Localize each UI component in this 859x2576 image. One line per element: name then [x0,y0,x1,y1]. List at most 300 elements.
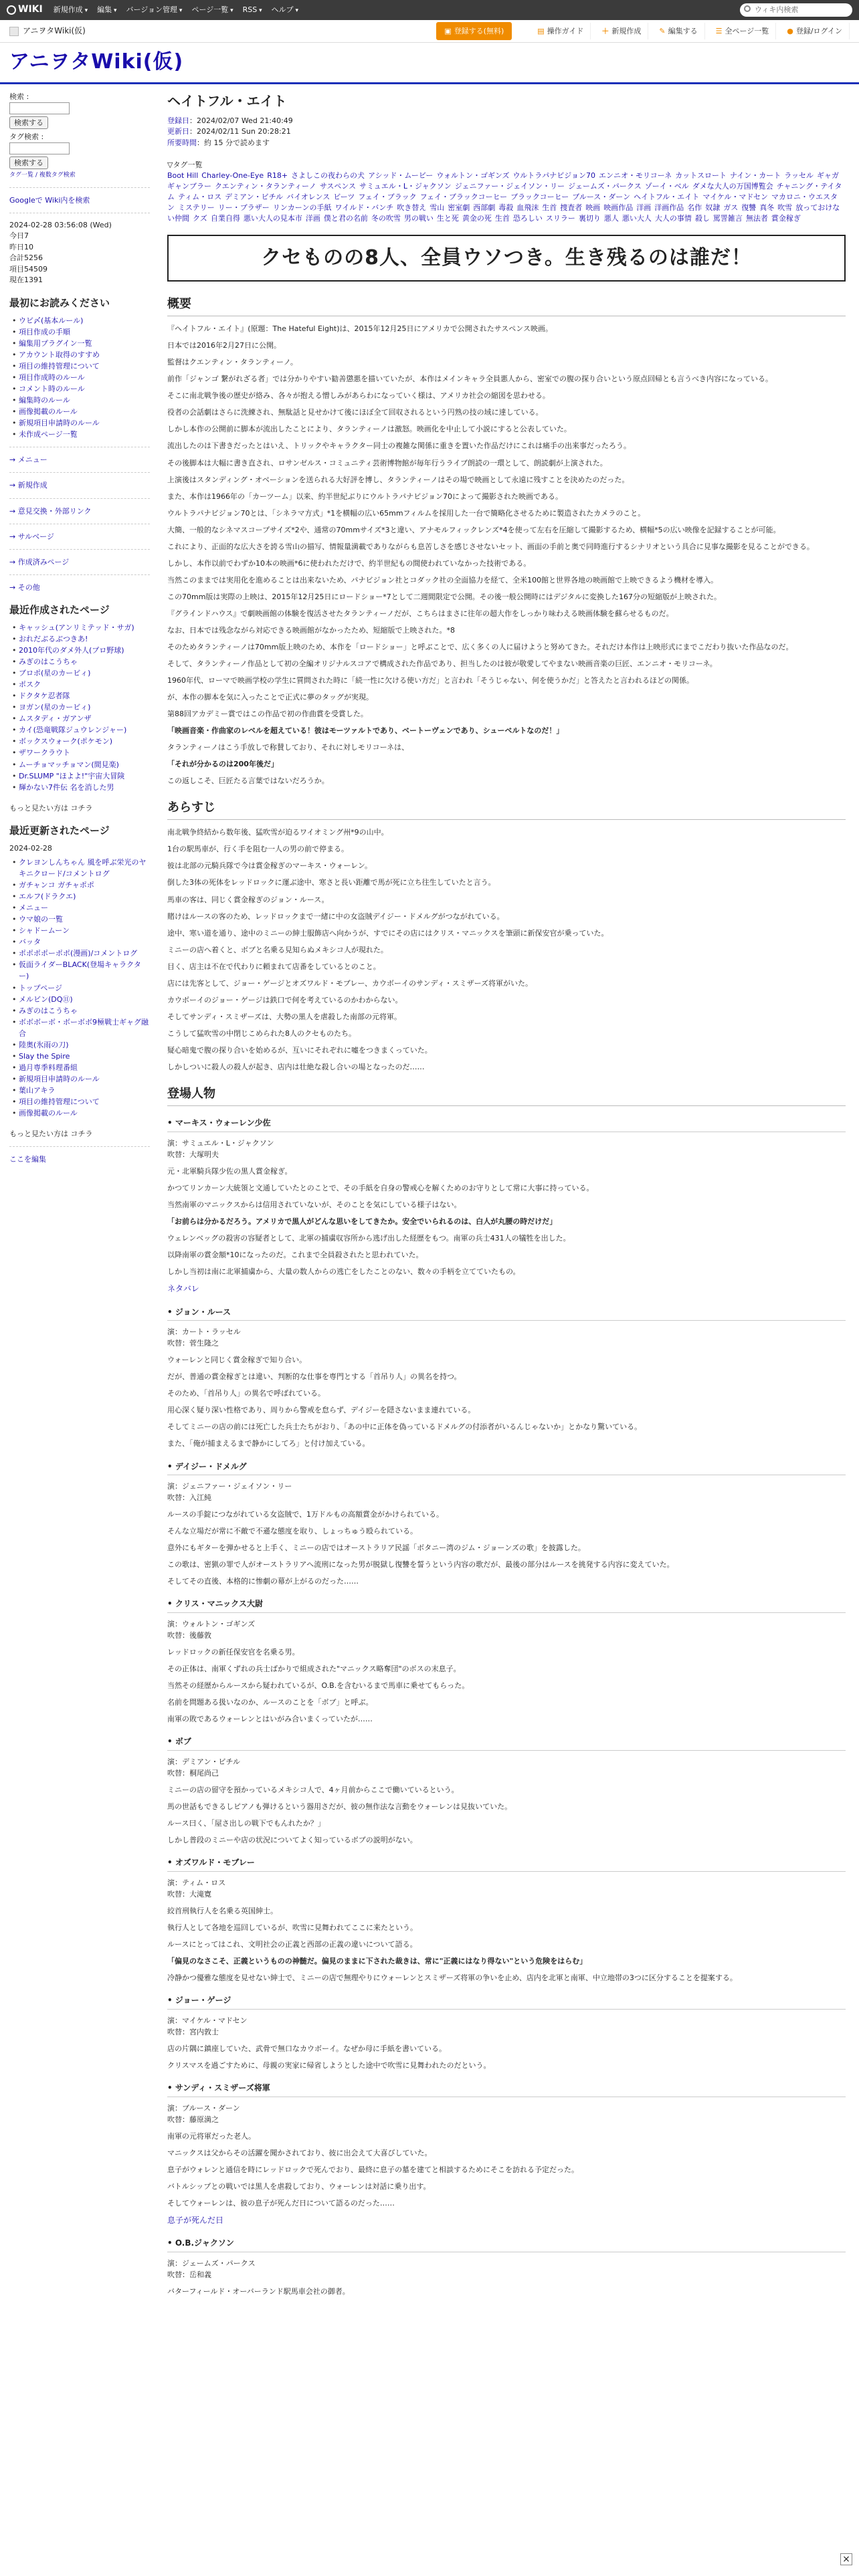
paragraph: そして、タランティーノ作品として初の全編オリジナルスコアで構成された作品であり、担当したのは彼が敬愛してやまない映画音楽の巨匠、エンニオ・モリコーネ。 [167,659,717,669]
sidebar-tag-search-button[interactable]: 検索する [9,156,48,169]
paragraph: 当然このままでは実用化を進めることは出来ないため、パナビジョン社とコダック社の全面協力を経て、全米100館と世界各地の映画館で上映できるよう機材を導入。 [167,575,719,584]
paragraph: 1960年代、ローマで映画学校の学生に質問された時に「続一性に欠ける使い方だ」と言われ「そうじゃない、何を使うかだ」と答えたと言われるほどの関係。 [167,676,694,685]
paragraph: 馬車の客は、同じく賞金稼ぎのジョン・ルース。 [167,895,329,904]
more-created-link[interactable]: もっと見たい方は コチラ [9,803,93,813]
tag-link[interactable]: バイオレンス [286,192,330,201]
paragraph: 馬の世話もできるしピアノも弾けるという器用さだが、彼の無作法な言動をウォーレンは見抜いていた。 [167,1802,512,1812]
close-icon[interactable]: × [840,2553,852,2565]
tag-link[interactable]: エンニオ・モリコーネ [599,171,672,181]
tag-link[interactable]: 西部劇 [473,203,496,212]
paragraph: ウォーレンと同じく賞金稼ぎで知り合い。 [167,1356,307,1365]
sidebar-new-link[interactable]: 新規作成 [17,481,47,490]
list-item: • 項目の維持管理について [19,360,150,372]
guide-button[interactable]: ▤ 操作ガイド [531,23,591,39]
tag-link[interactable]: ワイルド・バンチ [335,203,394,212]
paragraph: そのため、「首吊り人」の異名で呼ばれている。 [167,1389,326,1398]
register-button[interactable]: ▣ 登録する(無料) [436,22,512,40]
character-name: • ジョー・ゲージ [167,1994,846,2010]
tag-link[interactable]: ミステリー [178,203,215,212]
paragraph: 上演後はスタンディング・オベーションを送られる大好評を博し、タランティーノはその場で映画として永遠に残すことを決めたのだった。 [167,475,630,484]
top-menu [54,4,298,16]
character-name: • ジョン・ルース [167,1306,846,1321]
tag-link[interactable]: フェイ・ブラックコーヒー [419,192,508,201]
tag-link[interactable]: リー・ブラザー [217,203,270,212]
wiki-name[interactable]: アニヲタWiki(仮) [9,25,86,37]
menu-new[interactable]: 新規作成 ▾ [54,4,88,16]
tag-link[interactable]: ビーツ [333,192,355,201]
list-item: • バッタ [19,936,150,948]
logo-icon [7,5,16,15]
tag-link[interactable]: ヘイトフル・エイト [634,192,700,201]
paragraph: 「映画音楽・作曲家のレベルを超えている！彼はモーツァルトであり、ベートーヴェンであり、シューベルトなのだ！」 [167,726,564,736]
paragraph: 途中、寒い道を通り、途中のミニーの紳士服飾店へ向かうが、すでにその店にはクリス・マニックスを筆頭に新保安官が乗っていた。 [167,928,609,938]
tag-link[interactable]: ウォルトン・ゴギンズ [436,171,510,181]
tag-link[interactable]: クズ [193,213,207,223]
character-entry [167,1994,846,2071]
pencil-icon: ✎ [659,26,666,35]
list-item: • ヨガン(星のカービィ) [19,702,150,713]
tag-link[interactable]: 吹き替え [397,203,427,212]
list-item: • 2010年代のダメ外人(プロ野球) [19,645,150,656]
character-name: • O.B.ジャクソン [167,2237,846,2252]
character-cast: 演：マイケル・マドセン 吹替：宮内敦士 [167,2016,248,2036]
list-item: • 画像掲載のルール [19,1107,150,1119]
sidebar-tag-input[interactable] [9,142,70,154]
tag-link[interactable]: 男の戦い [403,213,434,223]
tag-link[interactable]: 賞金稼ぎ [771,213,801,223]
paragraph: 第88回アカデミー賞ではこの作品で初の作曲賞を受賞した。 [167,710,368,719]
list-item: • メルビン(DQ⑪) [19,994,150,1005]
list-item: • コメント時のルール [19,383,150,395]
google-search-link[interactable]: Googleで Wiki内を検索 [9,195,90,205]
tag-link[interactable]: 吹雪 [777,203,793,212]
sidebar-opinion-link[interactable]: 意見交換・外部リンク [17,506,92,516]
tag-link[interactable]: 生首 [494,213,510,223]
paragraph: 冷静かつ優雅な態度を見せない紳士で、ミニーの店で無理やりにウォーレンとスミザーズ将軍の争いを止め、店内を北軍と南軍、中立地帯の3つに区分することを提案する。 [167,1973,737,1983]
registered-date: ：2024/02/07 Wed 21:40:49 [189,116,293,125]
list-item: • ザワークラウト [19,747,150,758]
tag-link[interactable]: フェイ・ブラック [358,192,417,201]
paragraph: そしてサンディ・スミザーズは、大勢の黒人を虐殺した南部の元将軍。 [167,1012,402,1021]
read-time: ：約 15 分で読めます [197,138,270,147]
character-entry [167,1306,846,1450]
paragraph: そこに南北戦争後の歴史が絡み、各々が抱える憎しみがあらわになっていく様は、アメリカ社会の縮図を思わせる。 [167,391,550,401]
edit-button[interactable]: ✎ 編集する [652,23,704,39]
list-item: • ブロポ(星のカービィ) [19,667,150,679]
character-cast: 演：ジェームズ・パークス 吹替：岳和義 [167,2259,256,2280]
character-name: • オズワルド・モブレー [167,1856,846,1872]
paragraph: しかし、本作以前でわずか10本の映画*6に使われただけで、約半世紀もの間使われていなかった技術である。 [167,558,531,568]
tag-link[interactable]: 血飛沫 [516,203,539,212]
character-entry [167,1856,846,1983]
guide-icon: ▤ [537,26,545,35]
paragraph: 意外にもギターを弾かせると上手く、ミニーの店ではオーストラリア民謡「ボタニー湾のジム・ジョーンズの歌」を披露した。 [167,1543,585,1553]
list-item: • みぎのはこうちゃ [19,656,150,667]
paragraph: しかし本作の公開前に脚本が流出したことにより、タランティーノは激怒。映画化を中止して小説にすると公表していた。 [167,425,571,434]
tag-link[interactable]: 生首 [542,203,557,212]
tag-link[interactable]: ダメな大人の万国博覧会 [692,181,773,191]
tag-link[interactable]: 捜査者 [560,203,583,212]
paragraph: その後脚本は大幅に書き直され、ロサンゼルス・コミュニティ芸術博物館が毎年行うライブ朗読の一環として、朗読劇が上演された。 [167,458,607,467]
tag-link[interactable]: 悪い大人の見本市 [243,213,302,223]
paragraph: マニックスは父からその活躍を聞かされており、彼に出会えて大喜びしていた。 [167,2148,432,2157]
tag-link[interactable]: ギャンブラー [167,181,211,191]
tag-link[interactable]: 自業自得 [210,213,240,223]
section-story-heading: あらすじ [167,798,846,820]
menu-version[interactable]: バージョン管理 ▾ [126,4,183,16]
list-item: • クレヨンしんちゃん 風を呼ぶ栄光のヤキニクロード/コメントログ [19,857,150,879]
character-entry [167,1735,846,1846]
paragraph: 疑心暗鬼で腹の探り合いを始めるが、互いにそれぞれに嘘をつきまくっていた。 [167,1045,432,1055]
tag-link[interactable]: さよしこの夜わらの犬 [291,171,365,181]
paragraph: 「お前らは分かるだろう。アメリカで黒人がどんな思いをしてきたか。安全でいられるのは、白人が丸腰の時だけだ」 [167,1216,557,1226]
tag-link[interactable]: ブラックコーヒー [510,192,569,201]
tag-link[interactable]: 無法者 [745,213,768,223]
paragraph: この返しこそ、巨匠たる言葉ではないだろうか。 [167,776,329,786]
tag-link[interactable]: 恐ろしい [512,213,543,223]
list-item: • ウビ〆(基本ルール) [19,315,150,326]
tag-link[interactable]: ティム・ロス [178,192,222,201]
sidebar-search-button[interactable]: 検索する [9,116,48,129]
tag-link[interactable]: 密室劇 [448,203,470,212]
tag-link[interactable]: チャニング・テイタム [167,181,842,201]
paragraph: これにより、正面的な広大さを誇る雪山の描写、情報量満載でありながらも息苦しさを感じさせないセット、画面の手前と奥で同時進行するシナリオという具合に見事な撮影を見ることができる。 [167,542,814,551]
list-item: • 仮面ライダーBLACK(登場キャラクター) [19,959,150,982]
tag-link[interactable]: 毒殺 [498,203,514,212]
paragraph: ルースにとってはこれ、文明社会の正義と西部の正義の違いについて語る。 [167,1940,417,1949]
paragraph: バターフィールド・オーバーランド駅馬車会社の御者。 [167,2287,350,2296]
character-cast: 演：ジェニファー・ジェイソン・リー 吹替：入江純 [167,1482,292,1503]
list-item: • Dr.SLUMP "ほよよ!"宇宙大冒険 [19,770,150,782]
tag-link[interactable]: ジェームズ・パークス [568,181,642,191]
tag-link[interactable]: ウルトラパナビジョン70 [512,171,595,181]
current-datetime: 2024-02-28 03:56:08 (Wed) [9,220,112,229]
tag-link[interactable]: 洋画作品 [654,203,684,212]
paragraph: タランティーノはこう手放しで称賛しており、それに対しモリコーネは、 [167,743,409,752]
tag-list [167,171,846,224]
character-entry [167,1598,846,1725]
tag-link[interactable]: ジェニファー・ジェイソン・リー [454,181,565,191]
list-item: • ムスタディ・ガアンザ [19,713,150,724]
list-item: • 葉山アキラ [19,1085,150,1096]
list-item: • 項目の維持管理について [19,1096,150,1107]
paragraph: だが、普通の賞金稼ぎとは違い、判断的な仕事を専門とする「首吊り人」の異名を持つ。 [167,1372,462,1382]
menu-rss[interactable]: RSS ▾ [243,4,262,16]
list-item: • 新規項目申請時のルール [19,1073,150,1085]
list-item: • エルフ(ドラクエ) [19,891,150,902]
paragraph: そのためタランティーノは70mm版上映のため、本作を「ロードショー」と呼ぶことで、広く多くの人に届けようと努めてきた。それだけ本作は上映形式にまでこだわり抜いた作品なのだ。 [167,643,793,652]
character-name: • デイジー・ドメルグ [167,1461,846,1476]
stat-current: 現在1391 [9,276,43,285]
character-cast: 演：ウォルトン・ゴギンズ 吹替：後藤敦 [167,1620,256,1640]
paragraph: 南軍の元将軍だった老人。 [167,2131,256,2141]
paragraph: 「偏見のなさこそ、正義というものの神髄だ。偏見のままに下された裁きは、常に"正義にはなり得ない"という危険をはらむ」 [167,1957,587,1966]
tag-link[interactable]: 裏切り [578,213,601,223]
list-item: • ポポポポーポポ(漫画)/コメントログ [19,948,150,959]
list-item: • 新規項目申請時のルール [19,417,150,429]
all-pages-button[interactable]: ☰ 全ページ一覧 [709,23,777,39]
paragraph: 大簡、一般的なシネマスコープサイズ*2や、通常の70mmサイズ*3と違い、アナモルフィックレンズ*4を使って左右を圧縮して撮影するため、横幅*5の広い映像を記録することが可能。 [167,525,781,534]
tag-link[interactable]: Boot Hill [167,171,199,181]
tag-link[interactable]: リンカーンの手紙 [272,203,332,212]
tag-link[interactable]: 洋画 [305,213,320,223]
sidebar-menu-link[interactable]: メニュー [17,455,47,465]
characters-section [167,1117,846,2297]
tag-link[interactable]: 復讐 [741,203,757,212]
list-item: • 未作成ページ一覧 [19,429,150,440]
paragraph: カウボーイのジョー・ゲージは鉄口で何を考えているのかわからない。 [167,995,403,1004]
list-item: • 輝かない7件伝 名を消した男 [19,782,150,793]
paragraph: そしてウォーレンは、彼の息子が死んだ日について語るのだった…… [167,2198,395,2208]
tag-link[interactable]: ブルース・ダーン [572,192,631,201]
paragraph: が、本作の脚本を気に入ったことで正式に夢のタッグが実現。 [167,693,373,702]
article-meta: 登録日：2024/02/07 Wed 21:40:49 更新日：2024/02/11 Sun 20:28:21 所要時間：約 15 分で読めます [167,116,293,147]
paragraph: そんな立場だが常に不敵で不遜な態度を取り、しょっちゅう殴られている。 [167,1527,417,1536]
paragraph: ミニーの店の留守を預かっているメキシコ人で、4ヶ月前からここで働いているという。 [167,1786,459,1795]
list-item: • みぎのはこうちゃ [19,1005,150,1016]
tag-link[interactable]: サミュエル・L・ジャクソン [359,181,452,191]
tag-link[interactable]: 僕と君の名前 [323,213,368,223]
tag-link[interactable]: ナイン・カート [730,171,781,181]
list-item: • ガチャンコ ガチャポポ [19,879,150,891]
tag-link[interactable]: 黄金の死 [462,213,492,223]
paragraph: ルース曰く、「屋さ出しの戦下でもんれたか？」 [167,1819,325,1828]
tag-link[interactable]: マイケル・マドセン [702,192,768,201]
tag-link[interactable]: クエンティン・タランティーノ [215,181,316,191]
tag-link[interactable]: 真冬 [759,203,775,212]
stat-today: 今日7 [9,231,29,241]
paragraph: クリスマスを過ごすために、母親の実家に帰省しようとした途中で吹雪に見舞われたのだという。 [167,2060,491,2070]
character-cast: 演：カート・ラッセル 吹替：菅生隆之 [167,1327,241,1348]
stats-block [9,220,150,286]
sidebar-search-input[interactable] [9,102,70,114]
tag-link[interactable]: ガス [723,203,739,212]
tag-link[interactable]: ラッセル [784,171,814,181]
list-item: • 陸奥(氷雨の刀) [19,1039,150,1051]
paragraph: 『ヘイトフル・エイト』(原題：The Hateful Eight)は、2015年12月25日にアメリカで公開されたサスペンス映画。 [167,324,553,334]
tag-link[interactable]: ギャガ [817,171,840,181]
list-item: • ドクタケ忍者隊 [19,690,150,702]
tag-link[interactable]: R18+ [267,171,288,181]
top-navigation-bar [0,0,859,20]
list-item: • メニュー [19,902,150,914]
first-read-list [9,315,150,441]
stat-yesterday: 昨日10 [9,242,33,251]
character-entry [167,2082,846,2227]
tag-link[interactable]: 奴隷 [705,203,721,212]
tag-list-heading: ▽タグ一覧 [167,160,203,169]
paragraph: 1台の駅馬車が、行く手を阻む一人の男の前で停まる。 [167,845,349,854]
site-title-bar [0,43,859,84]
paragraph: こうして猛吹雪の中閉じこめられた8人のクセものたち。 [167,1029,356,1038]
paragraph: 店の片隅に鎮座していた、武骨で無口なカウボーイ。なぜか母に手紙を書いている。 [167,2044,447,2053]
paragraph: 絞首刑執行人を名乗る英国紳士。 [167,1906,278,1915]
character-name: • クリス・マニックス大尉 [167,1598,846,1613]
site-title[interactable]: アニヲタWiki(仮) [9,50,184,74]
tag-link[interactable]: 映画 [585,203,601,212]
paragraph: 賭けはルースの客のため、レッドロックまで一緒に中の女盗賊デイジー・ドメルグがつながれている。 [167,911,504,921]
character-cast: 演：ティム・ロス 吹替：大滝寛 [167,1878,226,1899]
character-cast: 演：ブルース・ダーン 吹替：藤原満之 [167,2103,240,2124]
wiki-tools [436,22,850,40]
sidebar-other-link[interactable]: その他 [17,582,40,592]
stat-items: 項目54509 [9,264,47,274]
list-item: • おれだぶるぶつきあ! [19,633,150,645]
overview-section [167,323,846,786]
paragraph: 息子がウォレンと通信を時にレッドロックで死んでおり、最終に息子の墓を建てと相談するためにそこを訪れる予定だった。 [167,2165,579,2174]
paragraph: しかし当初は南に北軍捕虜から、大量の数人からの逃亡をしたことのない、数々の手柄を立てていたもの。 [167,1267,520,1276]
login-button[interactable]: ● 登録/ログイン [780,23,850,39]
list-item: • キャッシュ(アンリミテッド・サガ) [19,622,150,633]
character-entry [167,1461,846,1588]
tag-link[interactable]: 大人の事情 [654,213,692,223]
paragraph: 元・北軍騎兵隊少佐の黒人賞金稼ぎ。 [167,1166,292,1176]
tag-link[interactable]: 雪山 [430,203,445,212]
tag-link[interactable]: サスペンス [319,181,357,191]
menu-pages[interactable]: ページ一覧 ▾ [191,4,233,16]
register-icon: ▣ [444,26,452,35]
story-section [167,827,846,1073]
spoiler-link[interactable]: ネタバレ [167,1283,199,1293]
paragraph: バトルシップとの戦いでは黒人を虐殺しており、ウォーレンは対話に乗り出す。 [167,2181,431,2191]
section-overview-heading: 概要 [167,295,846,316]
paragraph: また、本作は1966年の「カーツーム」以来、約半世紀ぶりにウルトラパナビジョン70によって撮影された映画である。 [167,492,563,501]
paragraph: この70mm版は実際の上映は、2015年12月25日にロードショー*7として二週間限定で公開。その後一般公開時にはデジタルに変換した167分の短縮版が上映された。 [167,592,722,601]
paragraph: ウルトラパナビジョン70とは、「シネラマ方式」*1を横幅の広い65mmフィルムを採用した一台で簡略化させるために製造されたカメラのこと。 [167,508,646,518]
tag-search-label: タグ検索 : [9,132,44,141]
paragraph: かつてリンカーン大統領と文通していたとのことで、その手紙を自身の警戒心を解くためのお守りとして常に大事に持っている。 [167,1183,594,1192]
paragraph: また、「俺が捕まえるまで静かにしてろ」と付け加えている。 [167,1439,370,1448]
paragraph: 以降南軍の賞金額*10になったのだ。これまで全員殺されたと思われていた。 [167,1250,423,1259]
list-item: • ポスク [19,679,150,690]
list-item: • 項目作成時のルール [19,372,150,383]
tag-list-link[interactable]: タグ一覧 / 複数タグ検索 [9,171,76,179]
paragraph: 彼は北部の元騎兵隊で今は賞金稼ぎのマーキス・ウォーレン。 [167,861,372,871]
page-title: ヘイトフル・エイト [167,92,287,109]
character-cast: 演：サミュエル・L・ジャクソン 吹替：大塚明夫 [167,1138,274,1159]
tag-link[interactable]: ゾーイ・ベル [644,181,689,191]
article-main [157,91,846,2309]
paragraph: 用心深く疑り深い性格であり、周りから警戒を怠らず、デイジーを隠さないまま連れている。 [167,1406,476,1415]
paragraph: 「それが分かるのは200年後だ」 [167,760,278,769]
list-item: • 編集用プラグイン一覧 [19,338,150,349]
paragraph: 前作「ジャンゴ 繋がれざる者」では分かりやすい勧善懲悪を描いていたが、本作はメインキャラ全員悪人から、密室での腹の探り合いという原点回帰とも言うべき内容になっている。 [167,374,773,384]
wiki-logo[interactable]: WIKI [7,3,43,17]
recent-created-list [9,622,150,793]
recent-created-heading: 最近作成されたページ [9,603,110,616]
tag-link[interactable]: カットスロート [675,171,727,181]
search-label: 検索 : [9,92,29,101]
menu-help[interactable]: ヘルプ ▾ [272,4,298,16]
character-name: • サンディ・スミザーズ将軍 [167,2082,846,2097]
updated-date: ：2024/02/11 Sun 20:28:21 [189,127,291,136]
tag-link[interactable]: 名作 [687,203,702,212]
character-entry [167,2237,846,2297]
paragraph: 目く、店主は不在で代わりに頼まれて店番をしているとのこと。 [167,962,381,971]
list-icon: ☰ [715,26,723,35]
list-item: • カイ(恐竜戦隊ジュウレンジャー) [19,724,150,736]
character-cast: 演：デミアン・ビチル 吹替：桐尾尚己 [167,1757,241,1778]
tag-link[interactable]: マカロニ・ウエスタン [167,192,838,212]
updated-date: 2024-02-28 [9,843,52,853]
wiki-header [0,20,859,43]
paragraph: ミニーの店へ着くと、ボブと名乗る見知らぬメキシコ人が現れた。 [167,945,388,954]
paragraph: ウェレンベッグの殺害の容疑者として、北軍の捕虜収容所から逃げ出した経歴をもつ。南軍の兵士431人の犠牲を出した。 [167,1233,571,1243]
first-read-heading: 最初にお読みください [9,296,110,309]
tag-link[interactable]: 罵詈雑言 [712,213,743,223]
paragraph: 倒した3体の死体をレッドロックに運ぶ途中、寒さと長い距離で馬が死に立ち往生していたと言う。 [167,878,496,887]
paragraph: そしてミニーの店の前には死亡した兵士たちがおり、「あの中に正体を偽っているドメルグの付添者がいるんじゃないか」とかなり驚いている。 [167,1422,642,1432]
tag-link[interactable]: 洋画 [636,203,652,212]
sidebar-created-link[interactable]: 作成済みページ [17,557,70,566]
paragraph: この歌は、密猟の罪で人がオーストラリアへ流刑になった男が脱獄し復讐を誓うという内容の歌だが、最後の部分はルースを挑発する内容に変えていた。 [167,1560,674,1570]
list-item: • ムーチョマッチョマン(間見楽) [19,759,150,770]
character-name: • ボブ [167,1735,846,1751]
edit-sidebar-link[interactable]: ここを編集 [9,1155,46,1164]
wiki-favicon-icon [9,27,19,36]
paragraph: 名前を問題ある扱いなのか、ルースのことを「ボブ」と呼ぶ。 [167,1698,373,1707]
list-item: • トップページ [19,982,150,994]
list-item: • アカウント取得のすすめ [19,349,150,360]
list-item: • シャドームーン [19,925,150,936]
plus-icon: ＋ [601,26,609,35]
tag-link[interactable]: 放っておけない仲間 [167,203,840,223]
paragraph: しかし普段のミニーや店の状況についてよく知っているボブの説明がない。 [167,1836,417,1845]
search-icon [744,5,751,12]
paragraph: 店には先客として、ジョー・ゲージとオズワルド・モブレー、カウボーイのサンディ・スミザーズ将軍がいた。 [167,978,533,988]
sidebar-salvage-link[interactable]: サルベージ [17,532,54,541]
recent-updated-heading: 最近更新されたページ [9,824,110,837]
tag-link[interactable]: スリラー [545,213,575,223]
tag-link[interactable]: Charley-One-Eye [201,171,264,181]
list-item: • ウマ娘の一覧 [19,914,150,925]
tag-link[interactable]: アシッド・ムービー [368,171,434,181]
list-item: • 編集時のルール [19,395,150,406]
list-item: • ボボボーボ・ボーボボ9極戦士ギャグ融合 [19,1016,150,1039]
tag-link[interactable]: デミアン・ビチル [225,192,284,201]
tag-link[interactable]: 生と死 [436,213,459,223]
tag-link[interactable]: 冬の吹雪 [371,213,401,223]
tag-link[interactable]: 悪人 [603,213,619,223]
paragraph: そしてその直後、本格的に惨劇の幕が上がるのだった…… [167,1577,359,1586]
paragraph: 当然その経歴からルースから疑われているが、O.B.を含むいるまで馬車に乗せてもらった。 [167,1681,470,1691]
character-entry [167,1117,846,1295]
section-characters-heading: 登場人物 [167,1085,846,1106]
tag-link[interactable]: 殺し [694,213,710,223]
sidebar [9,91,157,2309]
stat-total: 合計5256 [9,253,43,263]
menu-edit[interactable]: 編集 ▾ [97,4,116,16]
character-name: • マーキス・ウォーレン少佐 [167,1117,846,1132]
paragraph: なお、日本では残念ながら対応できる映画館がなかったため、短縮版で上映された。*8 [167,625,456,635]
paragraph: 監督はクエンティン・タランティーノ。 [167,358,298,367]
spoiler-link[interactable]: 息子が死んだ日 [167,2215,224,2225]
new-page-button[interactable]: ＋ 新規作成 [595,23,648,39]
tagline-banner: クセものの8人、全員ウソつき。生き残るのは誰だ！ [167,235,846,282]
paragraph: 『グラインドハウス』で劇映画館の体験を復活させたタランティーノだが、こちらはまさに往年の超大作をしっかり味わえる映画体験を蘇らせるものだ。 [167,609,674,618]
list-item: • 項目作成の手順 [19,326,150,338]
wiki-search-input[interactable]: ウィキ内検索 [740,3,852,17]
list-item: • ボックスウォーク(ポケモン) [19,736,150,747]
more-updated-link[interactable]: もっと見たい方は コチラ [9,1130,93,1139]
paragraph: 流出したのは下書きだったとはいえ、トリックやキャラクター同士の複雑な関係に重きを置いた作品だけにこれは痛手の出来事だったろう。 [167,441,631,451]
list-item: • Slay the Spire [19,1051,150,1062]
paragraph: 南軍の敗であるウォーレンとはいがみ合いまくっていたが…… [167,1715,373,1724]
list-item: • 画像掲載のルール [19,406,150,417]
paragraph: 役者の会話劇はさらに洗練され、無駄話と見せかけて後にほぼ全て回収されるという円熟の技の域に達している。 [167,408,543,417]
tag-link[interactable]: 映画作品 [603,203,634,212]
tag-link[interactable]: 悪い大人 [622,213,652,223]
